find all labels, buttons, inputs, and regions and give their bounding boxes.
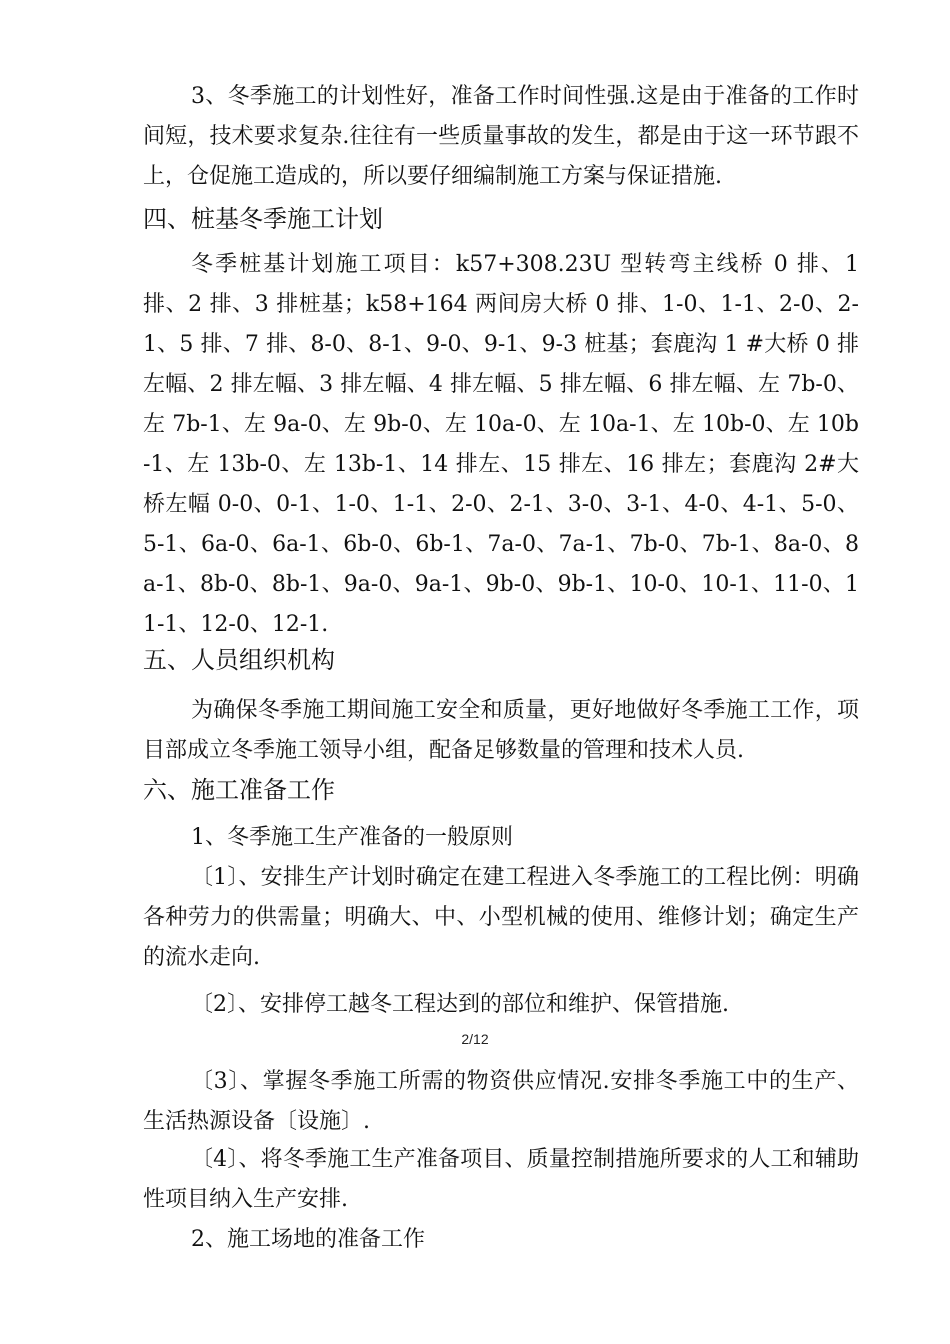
paragraph-staff: 为确保冬季施工期间施工安全和质量，更好地做好冬季施工工作，项目部成立冬季施工领导小组，配备足够数量的管理和技术人员. [143,698,859,763]
subheading-site-preparation: 2、施工场地的准备工作 [191,1227,425,1252]
subheading-general-principles: 1、冬季施工生产准备的一般原则 [191,825,513,850]
section-heading-4: 四、桩基冬季施工计划 [143,205,383,233]
paragraph-pile-plan: 冬季桩基计划施工项目：k57+308.23U 型转弯主线桥 0 排、1 排、2 排、3 排桩基；k58+164 两间房大桥 0 排、1-0、1-1、2-0、2-1、5 排、7 排、8-0、8-1、9-0、9-1、9-3 桩基；套鹿沟 1 #大桥 0 排左幅、2 排左幅、3 排左幅、4 排左幅、5 排左幅、6 排左幅、左 7b-0、左 7b-1、左 9a-0、左 9b-0、左 10a-0、左 10a-1、左 10b-0、左 10b-1、左 13b-0、左 13b-1、14 排左、15 排左、16 排左；套鹿沟 2#大桥左幅 0-0、0-1、1-0、1-1、2-0、2-1、3-0、3-1、4-0、4-1、5-0、5-1、6a-0、6a-1、6b-0、6b-1、7a-0、7a-1、7b-0、7b-1、8a-0、8a-1、8b-0、8b-1、9a-0、9a-1、9b-0、9b-1、10-0、10-1、11-0、11-1、12-0、12-1. [143,252,859,637]
list-item-3: 〔3〕、掌握冬季施工所需的物资供应情况.安排冬季施工中的生产、生活热源设备〔设施〕. [143,1069,859,1134]
list-item-4: 〔4〕、将冬季施工生产准备项目、质量控制措施所要求的人工和辅助性项目纳入生产安排. [143,1147,859,1212]
page-number: 2/12 [461,1031,489,1047]
paragraph-planning: 3、冬季施工的计划性好，准备工作时间性强.这是由于准备的工作时间短，技术要求复杂.往往有一些质量事故的发生，都是由于这一环节跟不上，仓促施工造成的，所以要仔细编制施工方案与保证措施. [143,84,859,189]
section-heading-6: 六、施工准备工作 [143,776,335,804]
list-item-1: 〔1〕、安排生产计划时确定在建工程进入冬季施工的工程比例：明确各种劳力的供需量；明确大、中、小型机械的使用、维修计划；确定生产的流水走向. [143,865,859,970]
section-heading-5: 五、人员组织机构 [143,646,335,674]
list-item-2: 〔2〕、安排停工越冬工程达到的部位和维护、保管措施. [191,992,729,1017]
